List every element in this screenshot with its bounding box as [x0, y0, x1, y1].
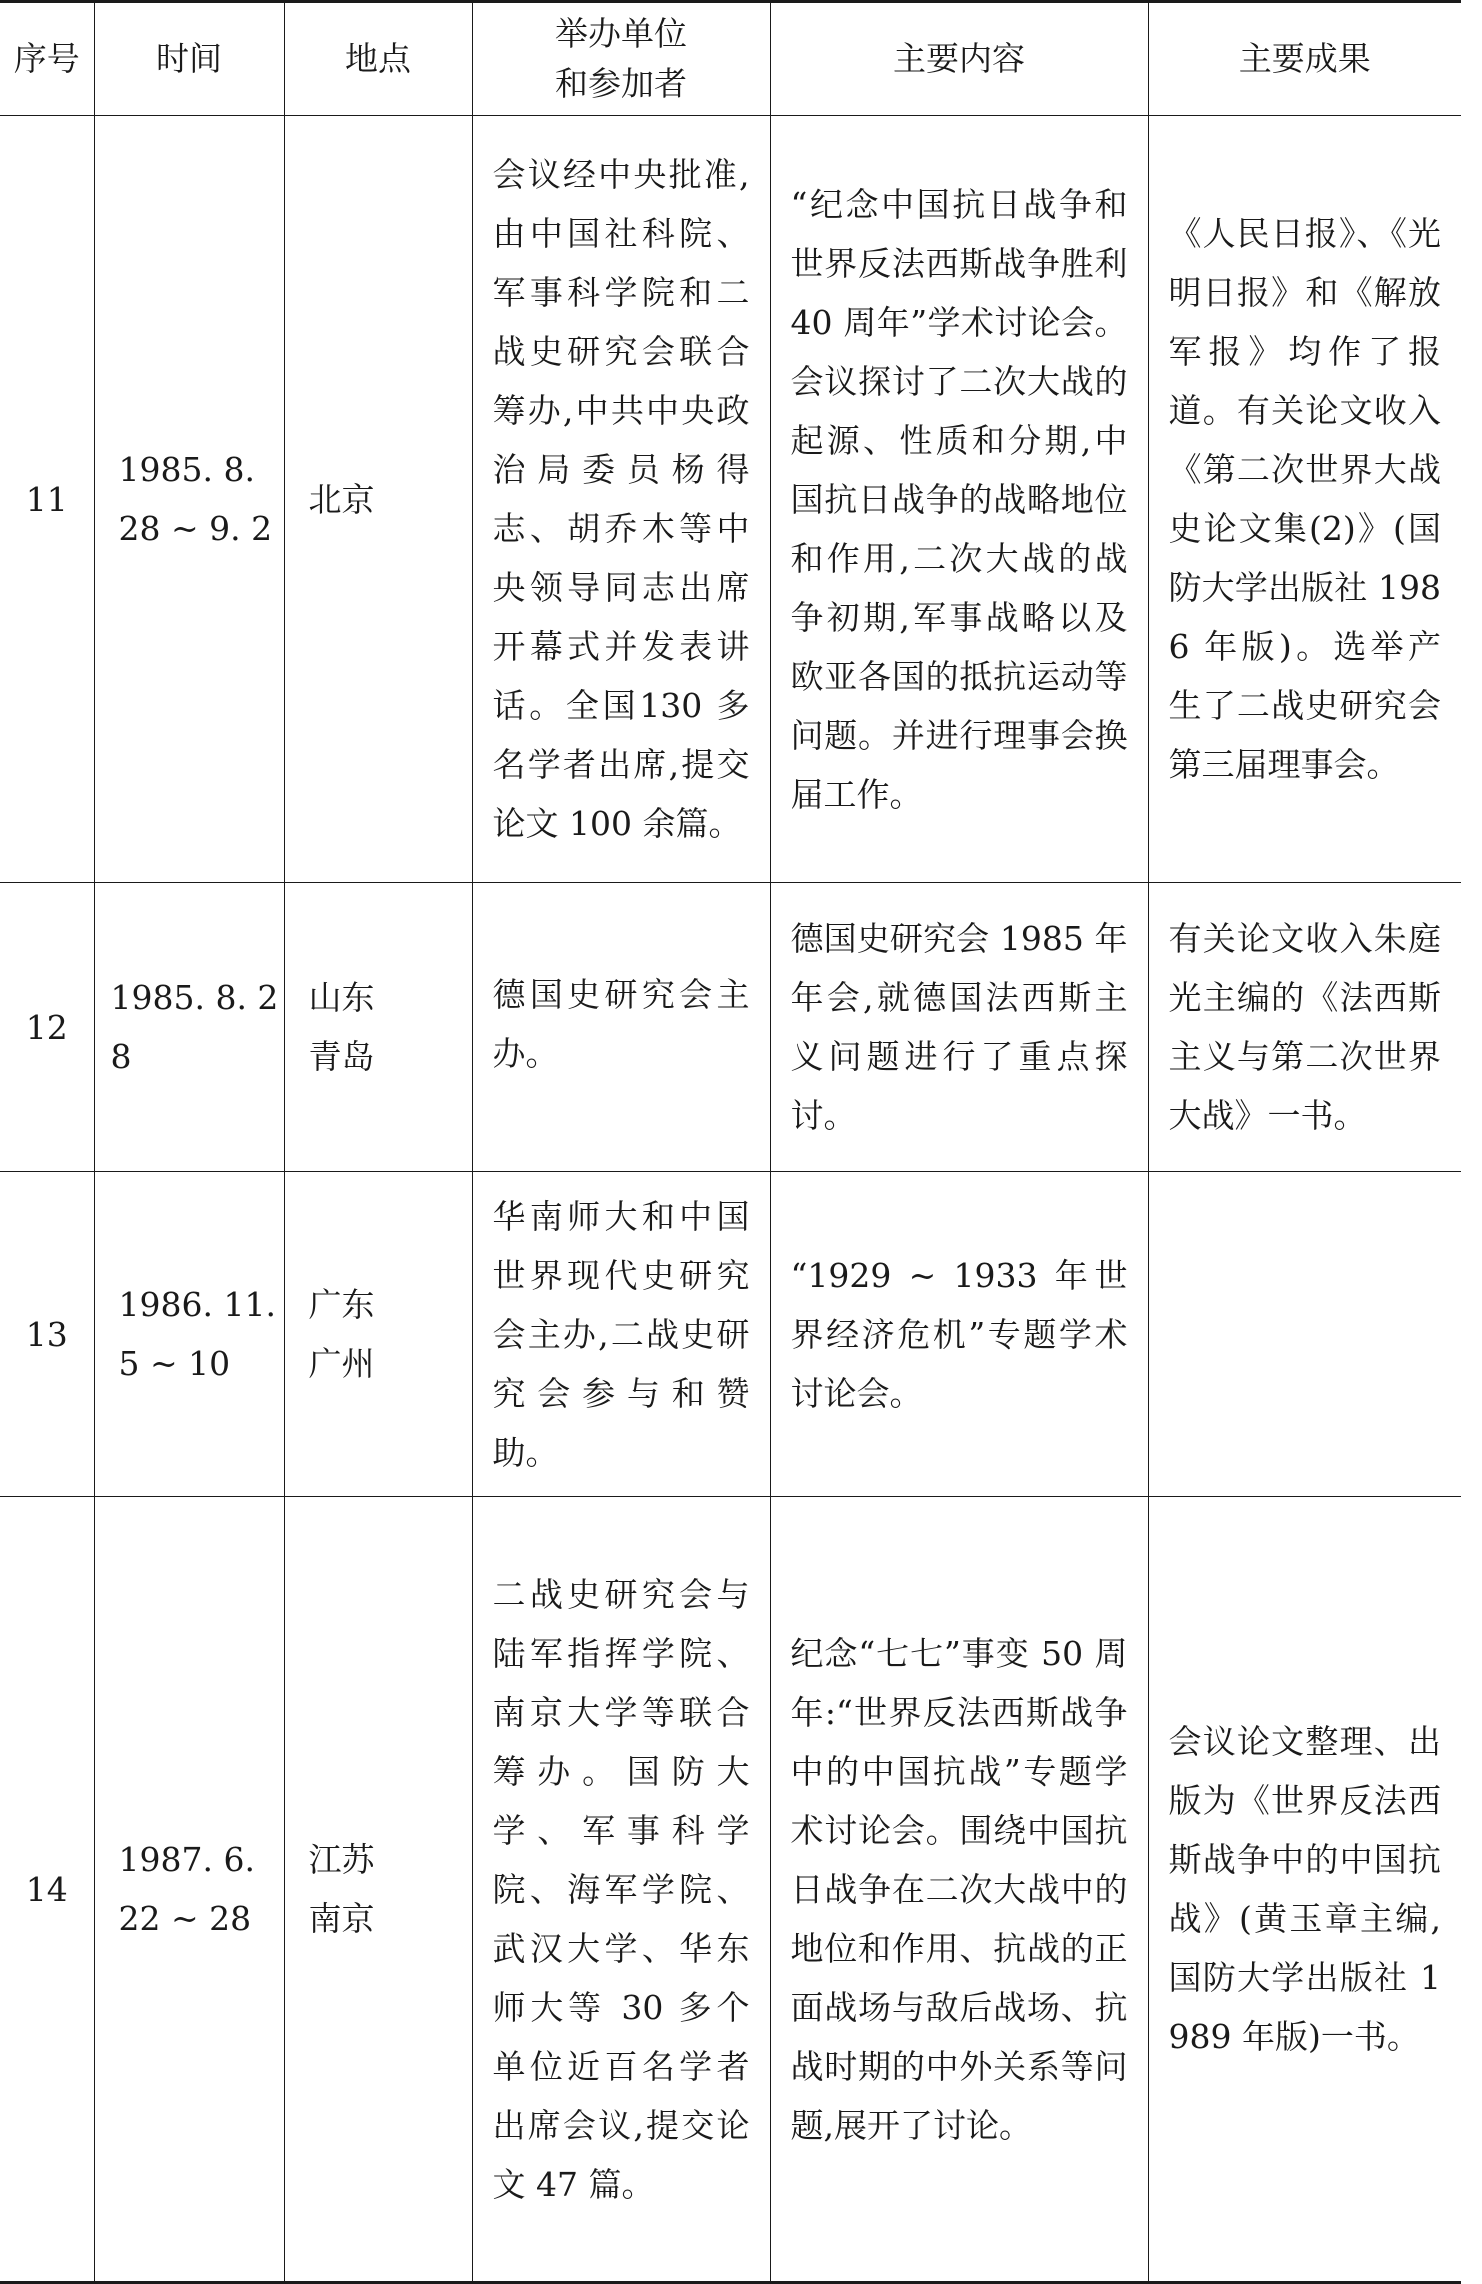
time-cell [94, 883, 284, 1172]
result-cell: 会议论文整理、出版为《世界反法西斯战争中的中国抗战》(黄玉章主编,国防大学出版社 1989 年版)一书。 [1148, 1497, 1461, 2283]
time-line1: 1987. 6. [118, 1840, 255, 1879]
seq-cell: 14 [0, 1497, 94, 2283]
header-organizers-line2: 和参加者 [555, 64, 687, 103]
place-cell [284, 1172, 472, 1497]
time-line2: 5 ~ 10 [118, 1344, 231, 1383]
place-line1: 广东 [308, 1285, 375, 1324]
header-content: 主要内容 [770, 2, 1148, 116]
content-cell: 德国史研究会 1985 年年会,就德国法西斯主义问题进行了重点探讨。 [770, 883, 1148, 1172]
time-line2: 28 ~ 9. 2 [118, 509, 273, 548]
place-cell [284, 883, 472, 1172]
table-row [0, 883, 1461, 1172]
header-row [0, 2, 1461, 116]
time-cell [94, 1172, 284, 1497]
time-line1: 1985. 8. [118, 450, 255, 489]
result-cell [1148, 1172, 1461, 1497]
time-cell [94, 1497, 284, 2283]
place-cell [284, 1497, 472, 2283]
seq-cell: 12 [0, 883, 94, 1172]
time-line1: 1985. 8. 28 [110, 978, 279, 1076]
place-line1: 北京 [308, 479, 375, 519]
place-line2: 广州 [308, 1344, 375, 1383]
result-cell: 《人民日报》、《光明日报》和《解放军报》均作了报道。有关论文收入《第二次世界大战史论文集(2)》(国防大学出版社 1986 年版)。选举产生了二战史研究会第三届理事会。 [1148, 116, 1461, 883]
place-line2: 青岛 [308, 1037, 375, 1076]
time-cell [94, 116, 284, 883]
time-line1: 1986. 11. [118, 1285, 276, 1324]
header-organizers [472, 2, 770, 116]
organizers-cell: 二战史研究会与陆军指挥学院、南京大学等联合筹办。国防大学、军事科学院、海军学院、武汉大学、华东师大等 30 多个单位近百名学者出席会议,提交论文 47 篇。 [472, 1497, 770, 2283]
place-line1: 江苏 [308, 1840, 375, 1879]
place-cell [284, 116, 472, 883]
content-cell: “纪念中国抗日战争和世界反法西斯战争胜利 40 周年”学术讨论会。会议探讨了二次大战的起源、性质和分期,中国抗日战争的战略地位和作用,二次大战的战争初期,军事战略以及欧亚各国的抵抗运动等问题。并进行理事会换届工作。 [770, 116, 1148, 883]
header-result: 主要成果 [1148, 2, 1461, 116]
header-place: 地点 [284, 2, 472, 116]
content-cell: 纪念“七七”事变 50 周年:“世界反法西斯战争中的中国抗战”专题学术讨论会。围绕中国抗日战争在二次大战中的地位和作用、抗战的正面战场与敌后战场、抗战时期的中外关系等问题,展开了讨论。 [770, 1497, 1148, 2283]
place-line1: 山东 [308, 978, 375, 1017]
header-time: 时间 [94, 2, 284, 116]
header-organizers-line1: 举办单位 [555, 14, 687, 53]
seq-cell: 11 [0, 116, 94, 883]
content-cell: “1929 ~ 1933 年世界经济危机”专题学术讨论会。 [770, 1172, 1148, 1497]
result-cell: 有关论文收入朱庭光主编的《法西斯主义与第二次世界大战》一书。 [1148, 883, 1461, 1172]
seq-cell: 13 [0, 1172, 94, 1497]
header-seq: 序号 [0, 2, 94, 116]
table-row [0, 116, 1461, 883]
table-row [0, 1497, 1461, 2283]
table-row [0, 1172, 1461, 1497]
time-line2: 22 ~ 28 [118, 1899, 252, 1938]
organizers-cell: 华南师大和中国世界现代史研究会主办,二战史研究会参与和赞助。 [472, 1172, 770, 1497]
organizers-cell: 会议经中央批准,由中国社科院、军事科学院和二战史研究会联合筹办,中共中央政治局委员杨得志、胡乔木等中央领导同志出席开幕式并发表讲话。全国130 多名学者出席,提交论文 100 余篇。 [472, 116, 770, 883]
organizers-cell: 德国史研究会主办。 [472, 883, 770, 1172]
place-line2: 南京 [308, 1899, 375, 1938]
